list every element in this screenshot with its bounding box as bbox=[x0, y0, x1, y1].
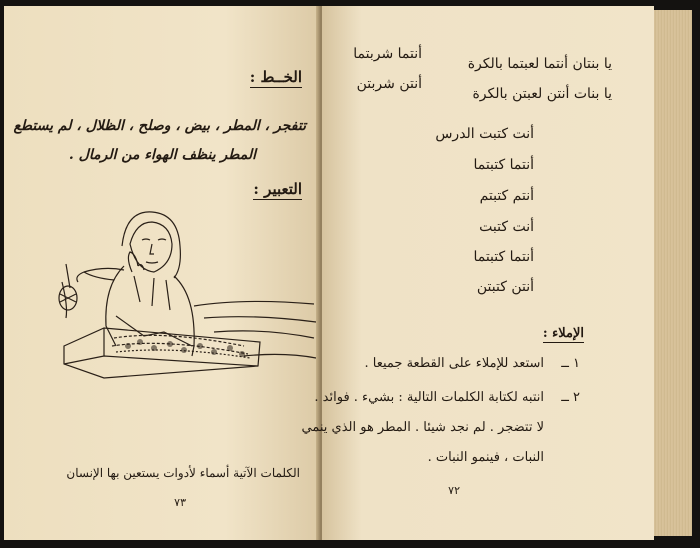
conjugation-1: أنت كتبت الدرس bbox=[435, 126, 534, 142]
conjugation-3: أنتم كتبتم bbox=[479, 188, 534, 204]
illustration-caption: الكلمات الآتية أسماء لأدوات يستعين بها الإنسان bbox=[66, 466, 300, 480]
khatt-line-2: المطر ينظف الهواء من الرمال . bbox=[68, 147, 256, 163]
page-number-left: ٧٣ bbox=[174, 496, 186, 509]
page-number-right: ٧٢ bbox=[448, 484, 460, 497]
conjugation-5: أنتما كتبتما bbox=[473, 249, 534, 265]
khatt-heading: الخــط : bbox=[249, 68, 302, 86]
item-2-number: ٢ ــ bbox=[561, 390, 580, 405]
right-page bbox=[301, 6, 654, 540]
item-1-number: ١ ــ bbox=[561, 356, 580, 371]
item-1-text: استعد للإملاء على القطعة جميعا . bbox=[364, 356, 544, 371]
item-2-text: انتبه لكتابة الكلمات التالية : بشيء . فوائد . bbox=[314, 390, 544, 405]
left-page bbox=[4, 6, 320, 540]
line-1-b: أنتما شربتما bbox=[353, 46, 422, 62]
conjugation-2: أنتما كتبتما bbox=[473, 157, 534, 173]
item-2-line-2: لا تتضجر . لم نجد شيئا . المطر هو الذي ينمي bbox=[301, 420, 544, 435]
boy-weaving-illustration bbox=[44, 206, 320, 402]
conjugation-6: أنتن كتبتن bbox=[476, 279, 534, 295]
line-2-b: أنتن شربتن bbox=[356, 76, 422, 92]
conjugation-4: أنت كتبت bbox=[479, 219, 534, 235]
line-2-a: يا بنات أنتن لعبتن بالكرة bbox=[472, 86, 612, 102]
imlaa-heading: الإملاء : bbox=[542, 326, 584, 341]
taabir-heading: التعبير : bbox=[253, 180, 302, 198]
line-1-a: يا بنتان أنتما لعبتما بالكرة bbox=[467, 56, 612, 72]
khatt-line-1: تتفجر ، المطر ، بيض ، وصلح ، الظلال ، لم يستطع bbox=[13, 118, 306, 134]
item-2-line-3: النبات ، فينمو النبات . bbox=[427, 450, 544, 465]
page-edges bbox=[654, 10, 692, 536]
